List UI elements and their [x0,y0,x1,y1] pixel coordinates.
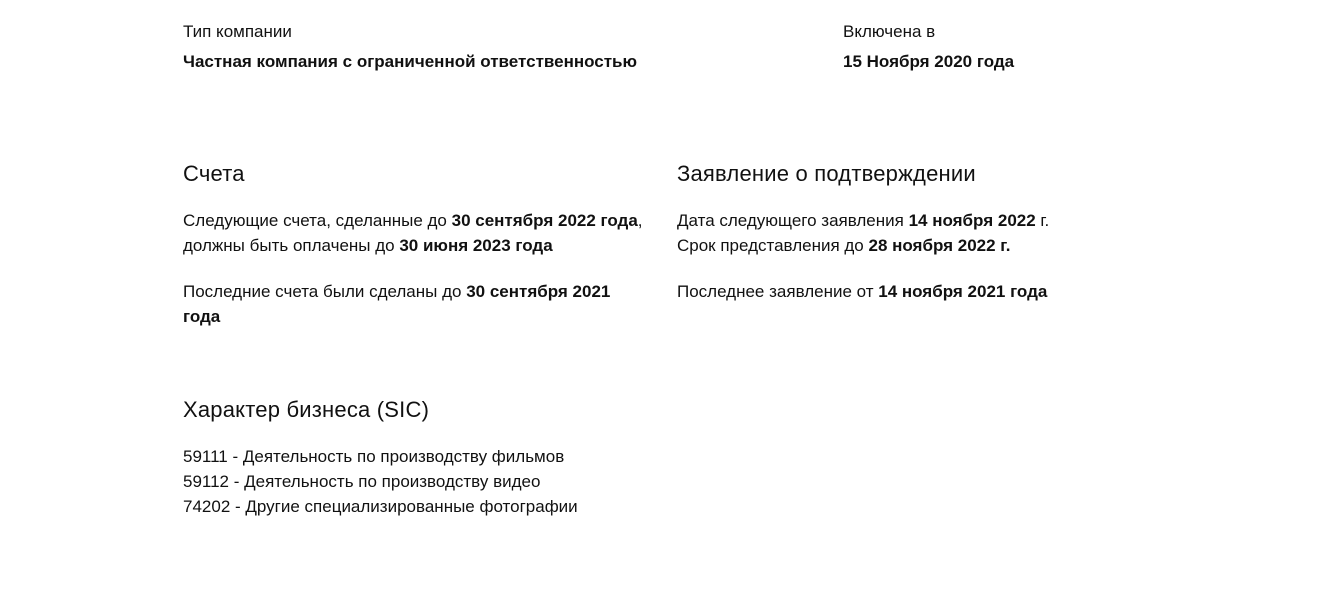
confirmation-next-middle: г. Срок представления до [677,211,1050,255]
confirmation-next-due: 28 ноября 2022 г. [868,236,1011,255]
accounts-last-prefix: Последние счета были сделаны до [183,282,467,301]
confirmation-next-text [677,208,1087,258]
incorporated-label: Включена в [843,22,936,41]
confirmation-next-prefix: Дата следующего заявления [677,211,909,230]
company-type-label: Тип компании [183,22,292,41]
confirmation-next-date: 14 ноября 2022 [908,211,1036,230]
accounts-last-text [183,279,623,329]
accounts-next-text [183,208,653,258]
accounts-heading: Счета [183,161,245,186]
sic-item: 59111 - Деятельность по производству фильмов [183,447,565,466]
sic-code: 59111 [183,447,228,466]
accounts-next-due: 30 июня 2023 года [399,236,553,255]
confirmation-last-date: 14 ноября 2021 года [878,282,1048,301]
confirmation-heading: Заявление о подтверждении [677,161,976,186]
sic-item: 59112 - Деятельность по производству видео [183,472,541,491]
sic-item: 74202 - Другие специализированные фотографии [183,497,578,516]
sic-code: 74202 [183,497,231,516]
sic-description: Другие специализированные фотографии [245,497,578,516]
accounts-next-prefix: Следующие счета, сделанные до [183,211,452,230]
accounts-next-made-up-to: 30 сентября 2022 года [451,211,638,230]
incorporated-value: 15 Ноября 2020 года [843,52,1015,71]
company-type-value: Частная компания с ограниченной ответственностью [183,52,638,71]
confirmation-last-prefix: Последнее заявление от [677,282,879,301]
sic-list [183,444,578,519]
accounts-last-made-up-to: 30 сентября 2021 года [183,282,611,326]
confirmation-last-text [677,279,1197,304]
sic-code: 59112 [183,472,230,491]
sic-description: Деятельность по производству фильмов [242,447,565,466]
sic-description: Деятельность по производству видео [244,472,541,491]
accounts-next-middle: , должны быть оплачены до [183,211,643,255]
sic-heading: Характер бизнеса (SIC) [183,397,430,422]
